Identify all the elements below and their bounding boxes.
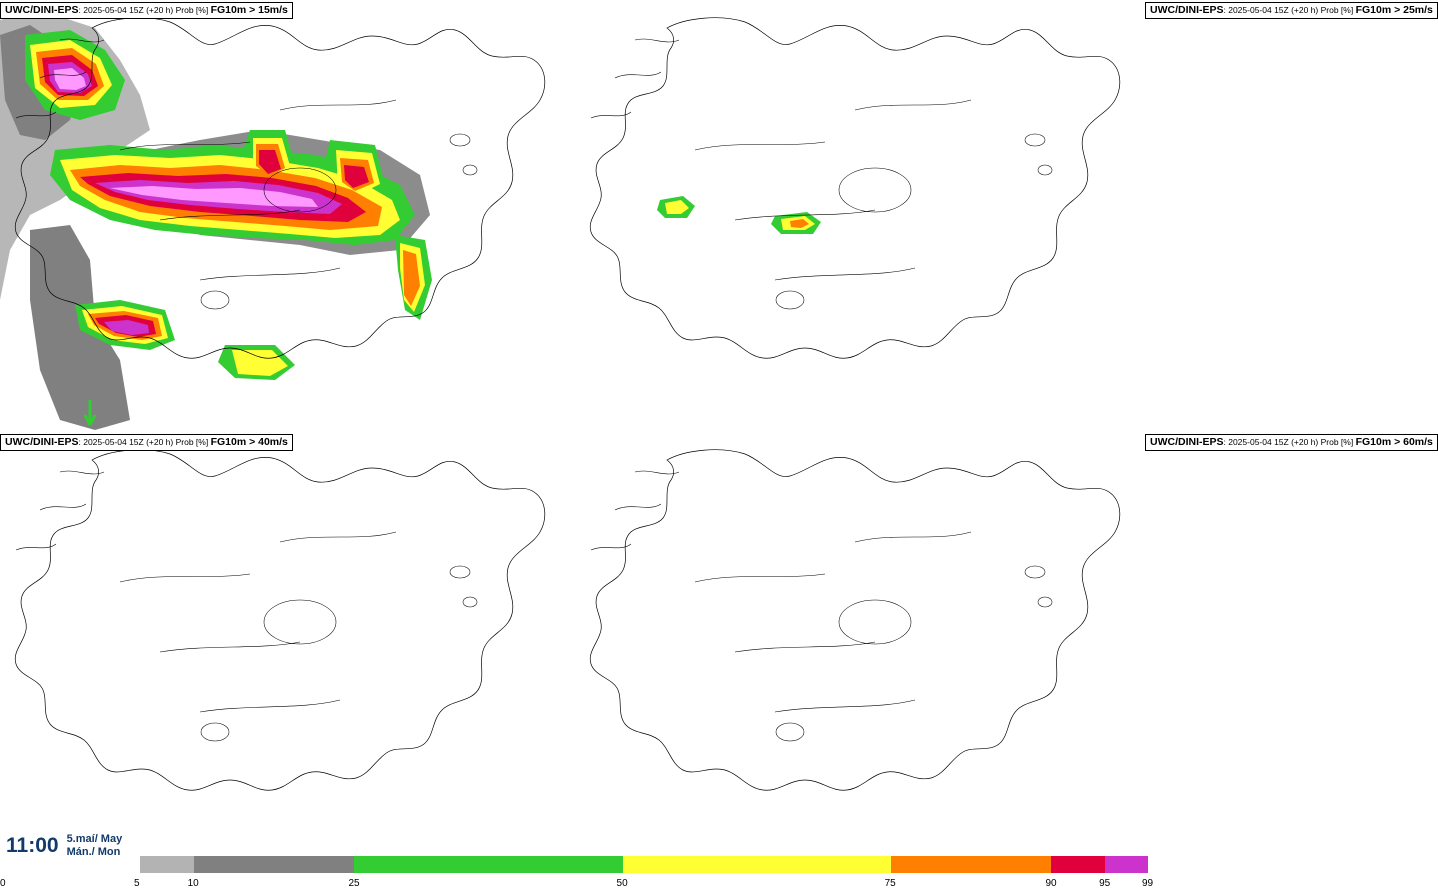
- model-label: UWC/DINI-EPS: [5, 4, 79, 16]
- valid-time: 11:00: [6, 834, 59, 857]
- colorbar-tick-5: 5: [134, 878, 140, 889]
- colorbar-tick-75: 75: [884, 878, 896, 889]
- panel-title-60: [1145, 434, 1438, 451]
- iceland-coastline-60: [590, 450, 1120, 790]
- map-canvas-40: [0, 432, 575, 855]
- colorbar-tick-50: 50: [616, 878, 628, 889]
- valid-date-line1: 5.maí/ May: [66, 833, 123, 845]
- run-meta: : 2025-05-04 15Z (+20 h) Prob [%]: [78, 5, 211, 15]
- colorbar: [140, 856, 1148, 874]
- threshold-label: FG10m > 60m/s: [1355, 436, 1433, 448]
- valid-time-block: [0, 823, 140, 869]
- colorbar-band-90-95: [1051, 856, 1105, 873]
- threshold-label: FG10m > 15m/s: [210, 4, 288, 16]
- iceland-coastline-25: [590, 18, 1120, 358]
- model-label: UWC/DINI-EPS: [1150, 436, 1224, 448]
- colorbar-band-10-25: [194, 856, 355, 873]
- colorbar-bands: [140, 856, 1148, 873]
- run-meta: : 2025-05-04 15Z (+20 h) Prob [%]: [78, 437, 211, 447]
- model-label: UWC/DINI-EPS: [1150, 4, 1224, 16]
- threshold-label: FG10m > 40m/s: [210, 436, 288, 448]
- colorbar-tick-99: 99: [1142, 878, 1154, 889]
- panel-title-25: [1145, 2, 1438, 19]
- colorbar-tick-25: 25: [348, 878, 360, 889]
- panel-title-40: [0, 434, 293, 451]
- iceland-coastline-40: [15, 450, 545, 790]
- panel-fg10m-40[interactable]: [0, 432, 575, 855]
- colorbar-tick-10: 10: [187, 878, 199, 889]
- map-canvas-15: [0, 0, 575, 432]
- colorbar-tick-0: 0: [0, 878, 6, 889]
- colorbar-tick-95: 95: [1099, 878, 1111, 889]
- colorbar-tick-90: 90: [1045, 878, 1057, 889]
- colorbar-band-95-99: [1105, 856, 1148, 873]
- probability-field-25: [657, 196, 821, 234]
- colorbar-band-75-90: [891, 856, 1052, 873]
- threshold-label: FG10m > 25m/s: [1355, 4, 1433, 16]
- panel-fg10m-15[interactable]: [0, 0, 575, 432]
- panel-fg10m-25[interactable]: [575, 0, 1433, 432]
- probability-field-15: [0, 10, 432, 430]
- map-canvas-25: [575, 0, 1150, 432]
- panel-fg10m-60[interactable]: [575, 432, 1433, 855]
- run-meta: : 2025-05-04 15Z (+20 h) Prob [%]: [1223, 437, 1356, 447]
- valid-date: [67, 833, 123, 859]
- valid-date-line2: Mán./ Mon: [66, 846, 121, 858]
- model-label: UWC/DINI-EPS: [5, 436, 79, 448]
- map-canvas-60: [575, 432, 1150, 855]
- colorbar-band-5-10: [140, 856, 194, 873]
- footer-bar: [0, 820, 1150, 891]
- colorbar-band-25-50: [354, 856, 622, 873]
- run-meta: : 2025-05-04 15Z (+20 h) Prob [%]: [1223, 5, 1356, 15]
- colorbar-band-50-75: [623, 856, 891, 873]
- panel-title-15: [0, 2, 293, 19]
